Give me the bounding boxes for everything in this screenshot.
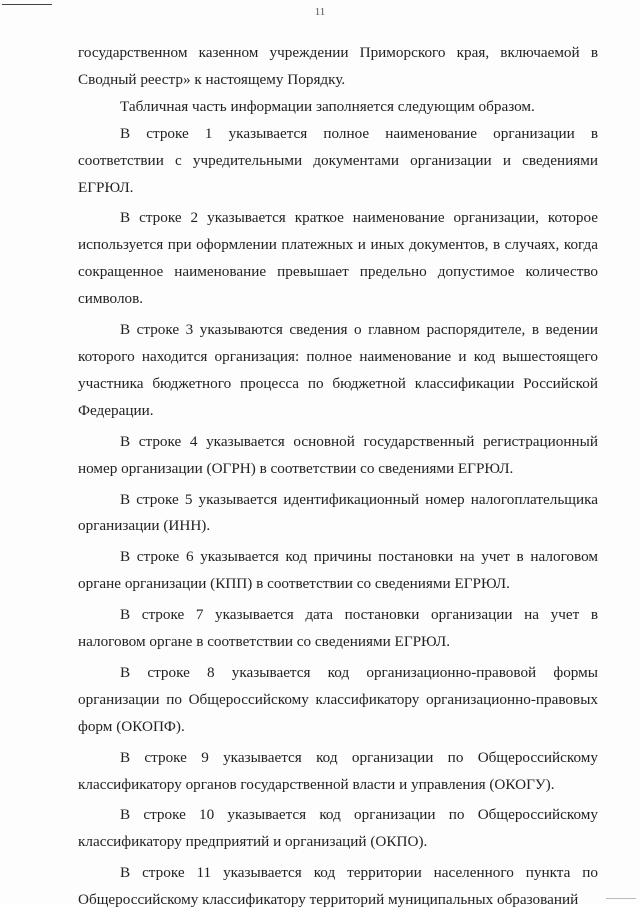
- top-rule: [2, 4, 52, 5]
- paragraph-line-8: В строке 8 указывается код организационно-правовой формы организации по Общероссийскому классификатору организационно-правовых форм (ОКОПФ).: [78, 663, 598, 735]
- scan-edge-mark: [606, 898, 636, 899]
- paragraph-line-1: В строке 1 указывается полное наименование организации в соответствии с учредительными документами организации и сведениями ЕГРЮЛ.: [78, 124, 598, 196]
- paragraph-continuation: государственном казенном учреждении Приморского края, включаемой в Сводный реестр» к настоящему Порядку.: [78, 44, 598, 88]
- paragraph-line-6: В строке 6 указывается код причины постановки на учет в налоговом органе организации (КПП) в соответствии со сведениями ЕГРЮЛ.: [78, 548, 598, 593]
- paragraph-line-4: В строке 4 указывается основной государственный регистрационный номер организации (ОГРН) в соответствии со сведениями ЕГРЮЛ.: [78, 432, 598, 477]
- paragraph-line-3: В строке 3 указываются сведения о главном распорядителе, в ведении которого находится организация: полное наименование и код вышестоящего участника бюджетного процесса по бюджетной классификации Российской Федерации.: [78, 321, 598, 419]
- body-text: [78, 40, 598, 914]
- paragraph-line-7: В строке 7 указывается дата постановки организации на учет в налоговом органе в соответствии со сведениями ЕГРЮЛ.: [78, 606, 598, 651]
- page-number: 11: [314, 6, 326, 18]
- paragraph-line-9: В строке 9 указывается код организации по Общероссийскому классификатору органов государственной власти и управления (ОКОГУ).: [78, 748, 598, 793]
- paragraph-line-10: В строке 10 указывается код организации по Общероссийскому классификатору предприятий и организаций (ОКПО).: [78, 806, 598, 851]
- paragraph-line-11: В строке 11 указывается код территории населенного пункта по Общероссийскому классификатору территорий муниципальных образований: [78, 864, 598, 909]
- paragraph-table-intro: Табличная часть информации заполняется следующим образом.: [120, 97, 535, 115]
- paragraph-line-5: В строке 5 указывается идентификационный номер налогоплательщика организации (ИНН).: [78, 490, 598, 535]
- paragraph-line-2: В строке 2 указывается краткое наименование организации, которое используется при оформлении платежных и иных документов, в случаях, когда сокращенное наименование превышает предельно допустимое количество символов.: [78, 209, 598, 308]
